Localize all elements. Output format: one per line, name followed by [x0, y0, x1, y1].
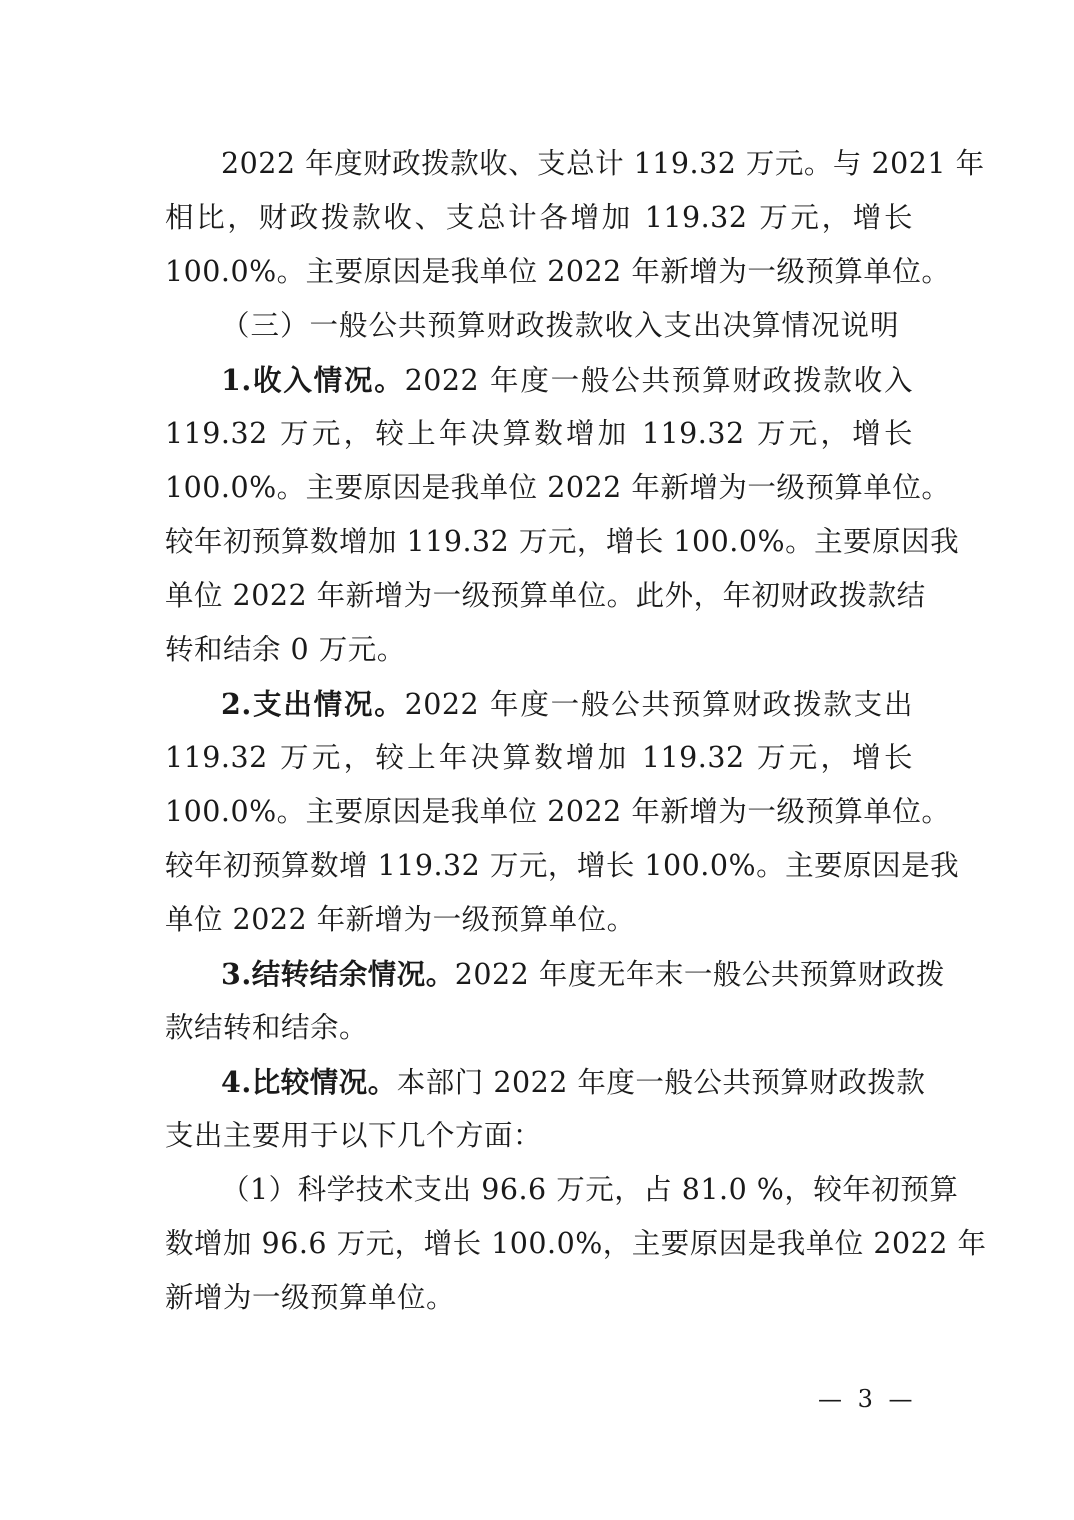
paragraph-line: 单位 2022 年新增为一级预算单位。此外，年初财政拨款结: [165, 579, 926, 612]
paragraph-lead: 4.比较情况。: [221, 1065, 397, 1099]
paragraph-text: 2022 年度无年末一般公共预算财政拨: [454, 958, 945, 991]
paragraph-line: 单位 2022 年新增为一级预算单位。: [165, 903, 636, 936]
document-body: [165, 137, 987, 1325]
paragraph-lead: 3.结转结余情况。: [221, 957, 455, 991]
paragraph-line: 119.32 万元，较上年决算数增加 119.32 万元，增长: [165, 417, 913, 450]
paragraph-line: （1）科学技术支出 96.6 万元，占 81.0 %，较年初预算: [221, 1173, 959, 1206]
paragraph-line: 转和结余 0 万元。: [165, 633, 406, 666]
paragraph-line: 100.0%。主要原因是我单位 2022 年新增为一级预算单位。: [165, 471, 951, 504]
paragraph-line: [165, 677, 913, 731]
paragraph-line: [165, 947, 945, 1001]
paragraph-line: 100.0%。主要原因是我单位 2022 年新增为一级预算单位。: [165, 795, 951, 828]
paragraph-lead: 2.支出情况。: [221, 687, 405, 721]
paragraph-line: 相比，财政拨款收、支总计各增加 119.32 万元，增长: [165, 201, 913, 234]
paragraph-line: 支出主要用于以下几个方面：: [165, 1119, 543, 1152]
paragraph-line: 新增为一级预算单位。: [165, 1281, 456, 1314]
paragraph-line: [165, 353, 913, 407]
paragraph-text: 2022 年度一般公共预算财政拨款支出: [404, 688, 913, 721]
page-number: — 3 —: [818, 1385, 917, 1413]
paragraph-line: 较年初预算数增加 119.32 万元，增长 100.0%。主要原因我: [165, 525, 960, 558]
paragraph-line: 119.32 万元，较上年决算数增加 119.32 万元，增长: [165, 741, 913, 774]
paragraph-line: 数增加 96.6 万元，增长 100.0%，主要原因是我单位 2022 年: [165, 1227, 987, 1260]
paragraph-line: 款结转和结余。: [165, 1011, 369, 1044]
paragraph-line: 较年初预算数增 119.32 万元，增长 100.0%。主要原因是我: [165, 849, 960, 882]
paragraph-text: 2022 年度一般公共预算财政拨款收入: [404, 364, 913, 397]
paragraph-text: 本部门 2022 年度一般公共预算财政拨款: [396, 1066, 926, 1099]
paragraph-line: 2022 年度财政拨款收、支总计 119.32 万元。与 2021 年: [221, 147, 985, 180]
paragraph-line: 100.0%。主要原因是我单位 2022 年新增为一级预算单位。: [165, 255, 951, 288]
section-heading: （三）一般公共预算财政拨款收入支出决算情况说明: [221, 309, 900, 342]
paragraph-line: [165, 1055, 926, 1109]
paragraph-lead: 1.收入情况。: [221, 363, 405, 397]
